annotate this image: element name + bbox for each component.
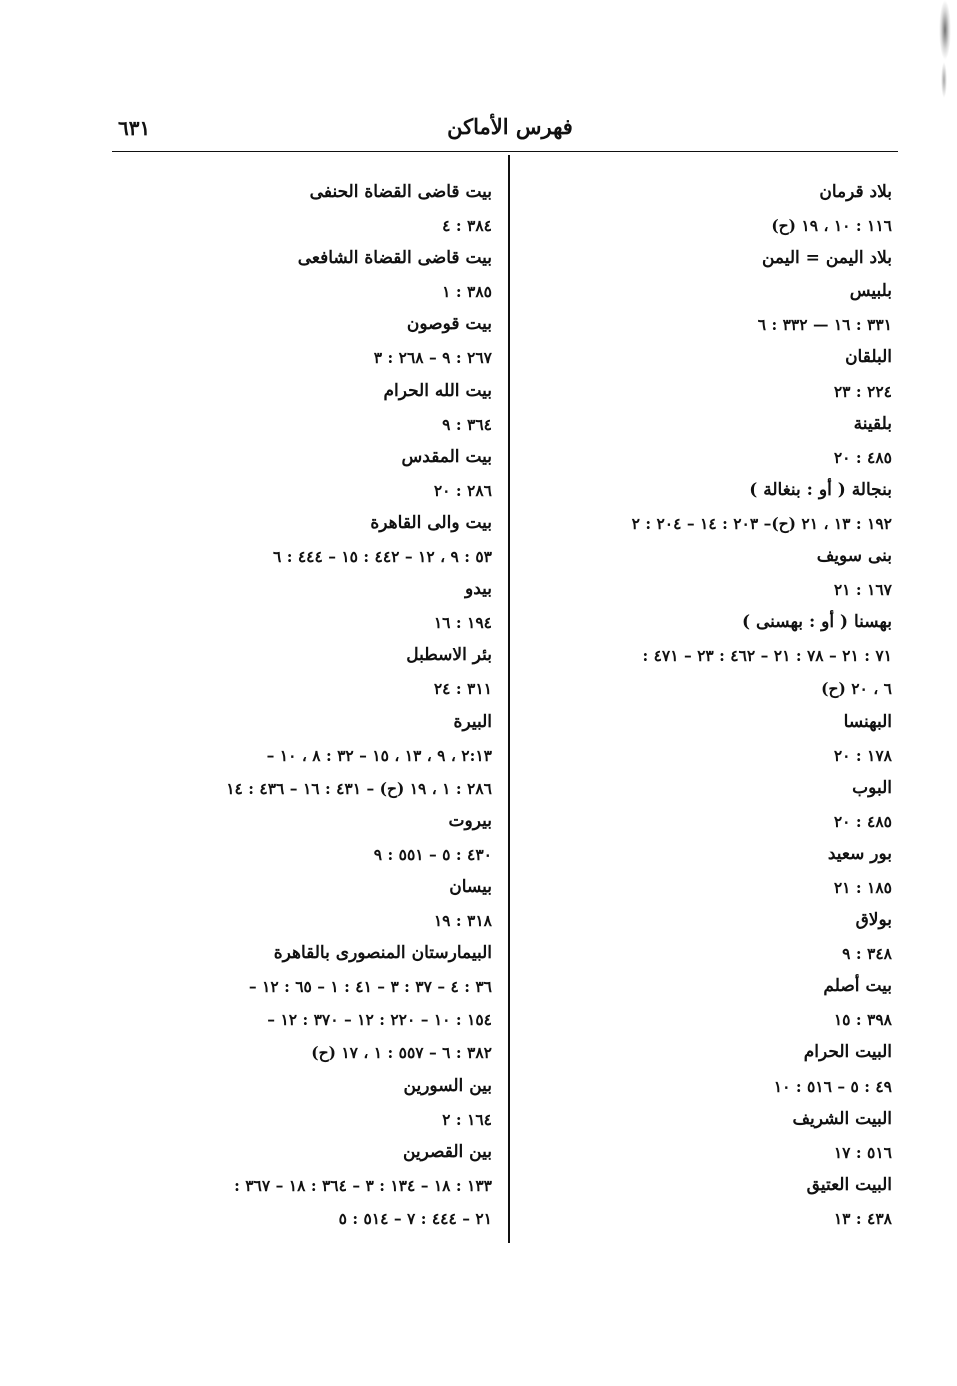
page-reference: ١٦٧ : ٢١ bbox=[833, 580, 892, 600]
place-name: البيت الشريف bbox=[792, 1108, 892, 1129]
place-name: بيدو bbox=[465, 579, 492, 600]
place-name: بيت قاضى القضاة الحنفى bbox=[309, 182, 492, 202]
place-name: بلاد قرمان bbox=[819, 182, 892, 202]
page-reference: ٣٤٨ : ٩ bbox=[842, 944, 892, 964]
page-reference: ٦ ، ٢٠ (ح) bbox=[821, 679, 892, 699]
page-reference: ٣٨٥ : ١ bbox=[442, 282, 492, 302]
place-name: بئر الاسطبل bbox=[406, 645, 492, 666]
page-reference: ٤٨٥ : ٢٠ bbox=[833, 447, 892, 467]
page-reference: ١٩٤ : ١٦ bbox=[433, 613, 492, 633]
page-title: فهرس الأماكن bbox=[447, 114, 573, 139]
page-reference: ٢٢٤ : ٢٣ bbox=[833, 381, 892, 401]
page-reference: ٢٨٦ : ١ ، ١٩ (ح) – ٤٣١ : ١٦ – ٤٣٦ : ١٤ bbox=[226, 778, 492, 798]
place-name: بنجالة ( أو : بنغالة ) bbox=[749, 479, 892, 500]
place-name: بين القصرين bbox=[402, 1141, 492, 1162]
page-reference: ٥٣ : ٩ ، ١٢ – ٤٤٢ : ١٥ – ٤٤٤ : ٦ bbox=[272, 547, 492, 567]
page-reference: ١١٦ : ١٠ ، ١٩ (ح) bbox=[771, 216, 892, 236]
page-reference: ٤٣٠ : ٥ – ٥٥١ : ٩ bbox=[373, 844, 492, 864]
page-reference: ١٨٥ : ٢١ bbox=[833, 877, 892, 897]
place-name: البلقان bbox=[845, 347, 892, 368]
scan-artifact bbox=[941, 62, 947, 98]
page-reference: ٥١٦ : ١٧ bbox=[833, 1142, 892, 1162]
column-divider bbox=[508, 155, 510, 1243]
place-name: بلقينة bbox=[853, 413, 892, 434]
place-name: بلبيس bbox=[849, 281, 892, 302]
page-reference: ١٥٤ : ١٠ – ٢٢٠ : ١٢ – ٣٧٠ : ١٢ – bbox=[267, 1010, 492, 1030]
page-reference: ٢:١٣ ، ٩ ، ١٣ ، ١٥ – ٣٢ : ٨ ، ١٠ – bbox=[266, 745, 492, 765]
place-name: بيت أصلم bbox=[823, 976, 892, 997]
page-reference: ١٦٤ : ٢ bbox=[442, 1109, 492, 1129]
place-name: بنى سويف bbox=[816, 546, 892, 567]
scan-artifact bbox=[939, 0, 951, 60]
page-reference: ٣٦ : ٤ – ٣٧ : ٣ – ٤١ : ١ – ٦٥ : ١٢ – bbox=[248, 977, 492, 997]
place-name: بيروت bbox=[448, 810, 492, 831]
place-name: بيسان bbox=[449, 876, 492, 897]
page-reference: ١٧٨ : ٢٠ bbox=[833, 745, 892, 765]
page-reference: ٣٦٤ : ٩ bbox=[442, 414, 492, 434]
place-name: بيت قوصون bbox=[406, 314, 492, 335]
page-reference: ٣٩٨ : ١٥ bbox=[833, 1010, 892, 1030]
page-reference: ٤٨٥ : ٢٠ bbox=[833, 811, 892, 831]
page-reference: ٤٩ : ٥ – ٥١٦ : ١٠ bbox=[773, 1076, 892, 1096]
place-name: بيت قاضى القضاة الشافعى bbox=[297, 248, 492, 269]
left-column bbox=[110, 176, 492, 1235]
place-name: بهسنا ( أو : بهسنى ) bbox=[742, 612, 892, 633]
page-reference: ١٣٣ : ١٨ – ١٣٤ : ٣ – ٣٦٤ : ١٨ – ٣٦٧ : bbox=[234, 1175, 492, 1195]
page-reference: ٧١ : ٢١ – ٧٨ : ٢١ – ٤٦٢ : ٢٣ – ٤٧١ : bbox=[642, 646, 892, 666]
page-reference: ٤٣٨ : ١٣ bbox=[833, 1208, 892, 1228]
place-name: البيرة bbox=[453, 711, 492, 732]
place-name: بين السورين bbox=[403, 1075, 492, 1096]
right-column bbox=[520, 176, 892, 1235]
place-name: بلاد اليمن = اليمن bbox=[761, 248, 892, 269]
place-name: البوب bbox=[852, 777, 892, 798]
page-reference: ٢٨٦ : ٢٠ bbox=[433, 480, 492, 500]
place-name: البهنسا bbox=[843, 711, 892, 732]
place-name: بولاق bbox=[855, 910, 892, 931]
place-name: البيت الحرام bbox=[803, 1042, 892, 1063]
page-reference: ٣٣١ : ١٦ — ٣٣٢ : ٦ bbox=[757, 315, 892, 335]
page-reference: ٣٨٢ : ٦ – ٥٥٧ : ١ ، ١٧ (ح) bbox=[311, 1043, 492, 1063]
place-name: بور سعيد bbox=[827, 843, 892, 864]
place-name: البيت العتيق bbox=[806, 1174, 892, 1195]
page-reference: ٣١٨ : ١٩ bbox=[433, 911, 492, 931]
header-rule bbox=[112, 151, 898, 152]
page-number: ٦٣١ bbox=[118, 116, 151, 140]
place-name: بيت الله الحرام bbox=[383, 380, 492, 401]
page-reference: ٣٨٤ : ٤ bbox=[442, 216, 492, 236]
place-name: بيت المقدس bbox=[401, 446, 492, 467]
page-reference: ١٩٢ : ١٣ ، ٢١ (ح)– ٢٠٣ : ١٤ – ٢٠٤ : ٢ bbox=[631, 513, 892, 533]
page-reference: ٢٦٧ : ٩ – ٢٦٨ : ٣ bbox=[373, 348, 492, 368]
place-name: بيت والى القاهرة bbox=[370, 512, 492, 533]
place-name: البيمارستان المنصورى بالقاهرة bbox=[273, 943, 492, 964]
page-reference: ٢١ – ٤٤٤ : ٧ – ٥١٤ : ٥ bbox=[338, 1208, 492, 1228]
page-reference: ٣١١ : ٢٤ bbox=[433, 679, 492, 699]
